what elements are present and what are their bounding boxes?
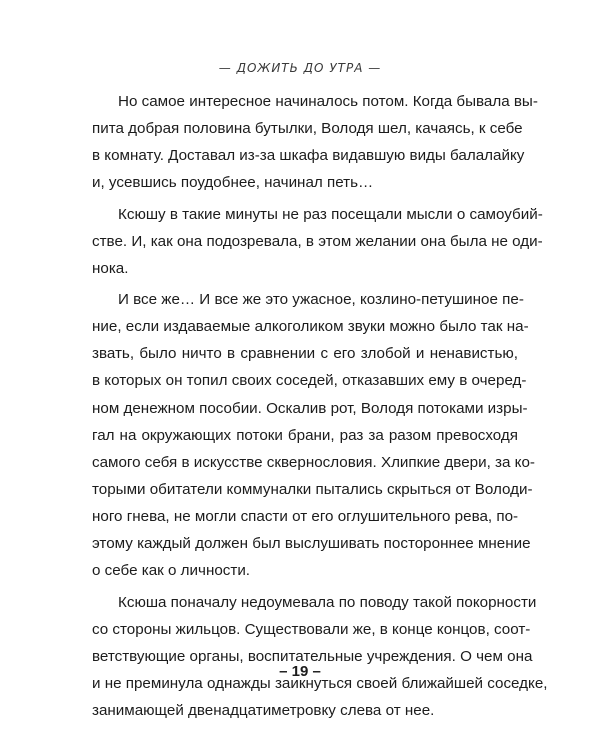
text-line: в которых он топил своих соседей, отказавших ему в очеред- — [92, 372, 527, 390]
text-line: пита добрая половина бутылки, Володя шел, качаясь, к себе — [92, 120, 523, 138]
page-number: – 19 – — [279, 663, 321, 680]
text-line: самого себя в искусстве сквернословия. Хлипкие двери, за ко- — [92, 453, 535, 471]
text-line: ного гнева, не могли спасти от его оглушительного рева, по- — [92, 508, 519, 526]
text-line: и не преминула однажды заикнуться своей ближайшей соседке, — [92, 674, 548, 692]
text-line: ние, если издаваемые алкоголиком звуки можно было так на- — [92, 318, 529, 336]
text-line: Но самое интересное начиналось потом. Когда бывала вы- — [118, 93, 538, 110]
text-line: звать, было ничто в сравнении с его злобой и ненавистью, — [92, 345, 518, 363]
body-text — [92, 88, 548, 724]
text-line: и, усевшись поудобнее, начинал петь… — [92, 174, 374, 192]
text-line: этому каждый должен был выслушивать постороннее мнение — [92, 535, 531, 553]
text-line: ветствующие органы, воспитательные учреждения. О чем она — [92, 647, 533, 665]
text-line: занимающей двенадцатиметровку слева от нее. — [92, 702, 435, 720]
text-line: торыми обитатели коммуналки пытались скрыться от Володи- — [92, 480, 533, 498]
text-line: гал на окружающих потоки брани, раз за разом превосходя — [92, 426, 518, 444]
running-header: — ДОЖИТЬ ДО УТРА — — [218, 61, 382, 75]
text-line: Ксюша поначалу недоумевала по поводу такой покорности — [118, 593, 537, 611]
text-line: стве. И, как она подозревала, в этом желании она была не оди- — [92, 232, 543, 250]
text-line: со стороны жильцов. Существовали же, в конце концов, соот- — [92, 620, 531, 638]
text-line: Ксюшу в такие минуты не раз посещали мысли о самоубий- — [118, 205, 543, 223]
text-line: нока. — [92, 259, 129, 277]
text-line: ном денежном пособии. Оскалив рот, Володя потоками изры- — [92, 399, 528, 417]
text-line: в комнату. Доставал из-за шкафа видавшую виды балалайку — [92, 147, 525, 165]
text-line: И все же… И все же это ужасное, козлино-петушиное пе- — [118, 290, 524, 308]
text-line: о себе как о личности. — [92, 562, 251, 580]
